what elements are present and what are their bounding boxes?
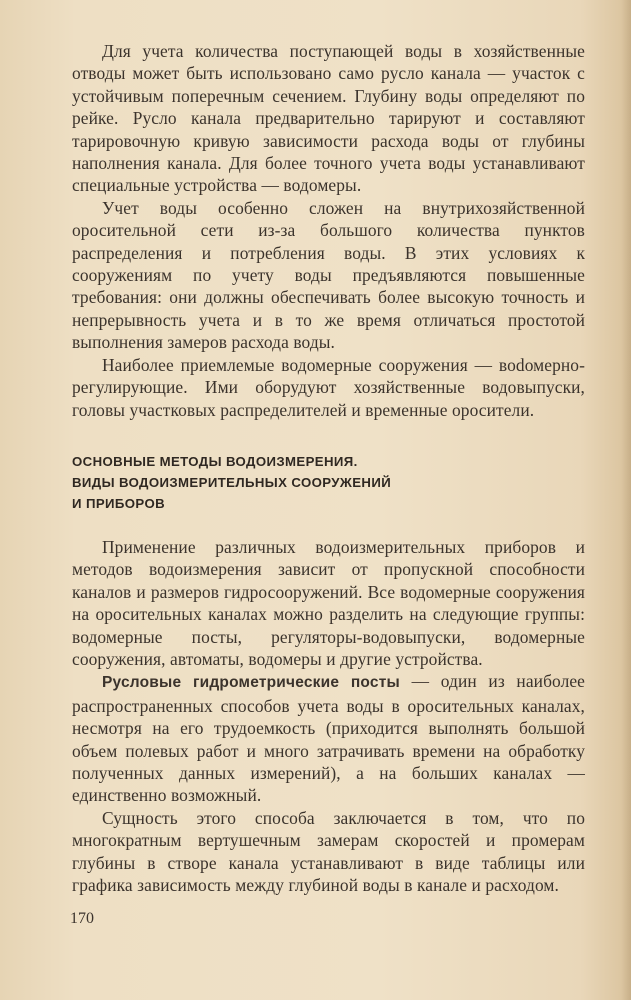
page-edge-shadow [621,0,631,1000]
paragraph-measuring-structures: Наиболее приемлемые водомерные сооружения — воdомерно-регулирующие. Ими оборудуют хозяйственные водовыпуски, головы участковых распределителей и временные оросители. [72,354,585,420]
section-heading-line-1: ОСНОВНЫЕ МЕТОДЫ ВОДОИЗМЕРЕНИЯ. [72,453,358,469]
paragraph-channel-posts-text: — один из наиболее распространенных способов учета воды в оросительных каналах, несмотря на его трудоемкость (приходится выполнять большой объем полевых работ и много затрачивать времени на обработку полученных данных измерений), а на больших каналах — единственно возможный. [72,671,585,806]
paragraph-water-accounting: Для учета количества поступающей воды в хозяйственные отводы может быть использовано само русло канала — участок с устойчивым поперечным сечением. Глубину воды определяют по рейке. Русло канала предварительно тарируют и составляют тарировочную кривую зависимости расхода воды от глубины наполнения канала. Для более точного учета воды устанавливают специальные устройства — водомеры. [72,41,585,196]
paragraph-channel-posts [72,670,585,806]
page-text [72,40,585,896]
paragraph-method-essence: Сущность этого способа заключается в том, что по многократным вертушечным замерам скоростей и промерам глубины в створе канала устанавливают в виде таблицы или графика зависимость между глубиной воды в канале и расходом. [72,807,585,895]
paragraph-on-farm-network: Учет воды особенно сложен на внутрихозяйственной оросительной сети из-за большого количества пунктов распределения и потребления воды. В этих условиях к сооружениям по учету воды предъявляются повышенные требования: они должны обеспечивать более высокую точность и непрерывность учета и в то же время отличаться простотой выполнения замеров расхода воды. [72,197,585,353]
section-heading-line-2: ВИДЫ ВОДОИЗМЕРИТЕЛЬНЫХ СООРУЖЕНИЙ [72,474,392,490]
paragraph-lead-term: Русловые гидрометрические посты [102,674,400,692]
section-heading [72,451,585,514]
paragraph-device-groups: Применение различных водоизмерительных приборов и методов водоизмерения зависит от пропускной способности каналов и размеров гидросооружений. Все водомерные сооружения на оросительных каналах можно разделить на следующие группы: водомерные посты, регуляторы-водовыпуски, водомерные сооружения, автоматы, водомеры и другие устройства. [72,536,585,669]
section-heading-line-3: И ПРИБОРОВ [72,495,166,511]
page-number: 170 [70,910,94,927]
